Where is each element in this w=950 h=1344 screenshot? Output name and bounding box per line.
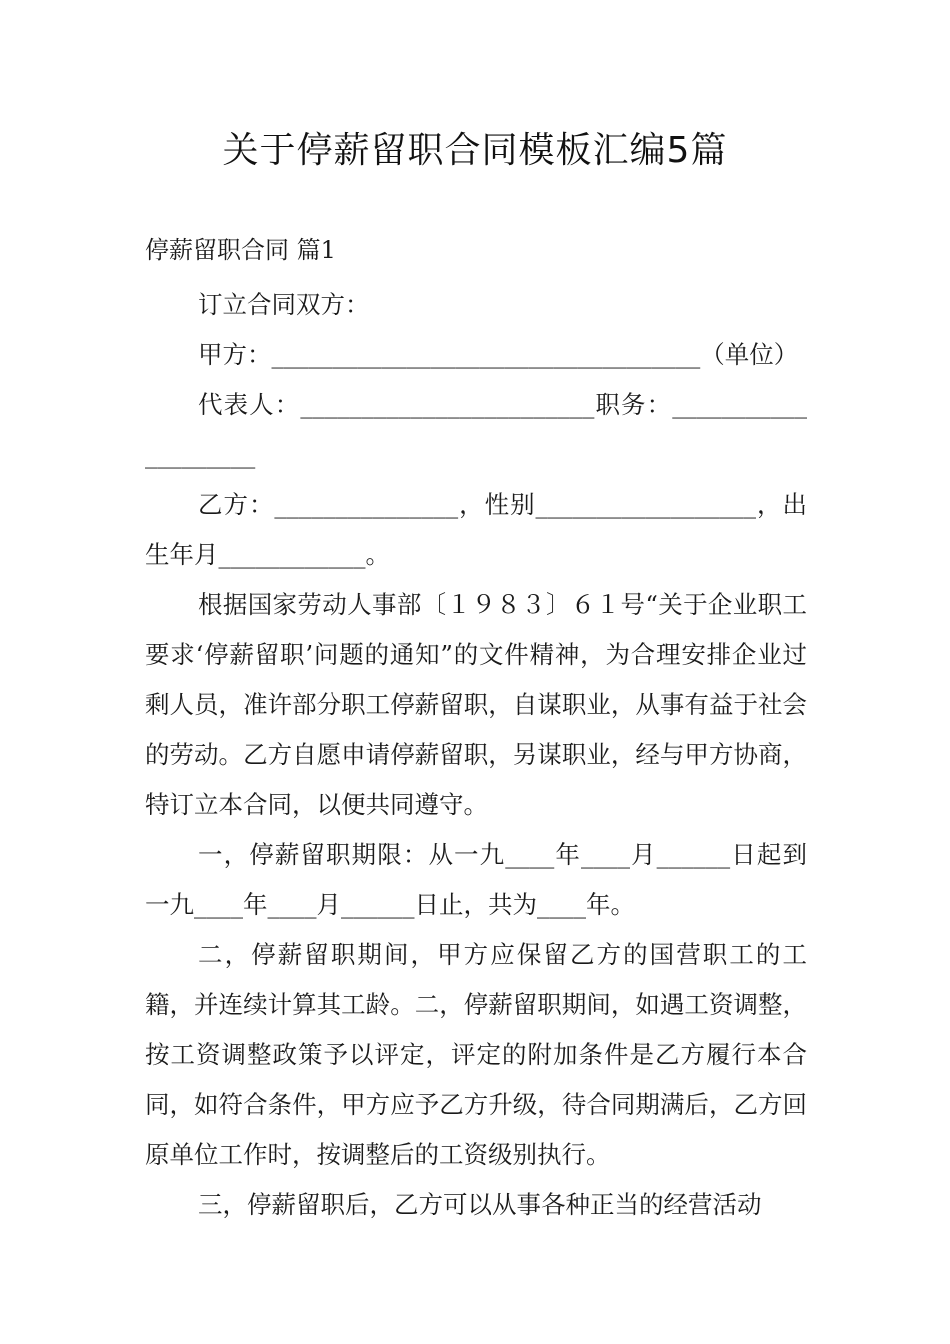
paragraph-parties-intro: 订立合同双方：	[198, 290, 370, 319]
paragraph-clause-2: 二，停薪留职期间，甲方应保留乙方的国营职工的工籍，并连续计算其工龄。二，停薪留职期间，如遇工资调整，按工资调整政策予以评定，评定的附加条件是乙方履行本合同，如符合条件，甲方应予乙方升级，待合同期满后，乙方回原单位工作时，按调整后的工资级别执行。	[145, 940, 807, 1169]
section-heading: 停薪留职合同 篇1	[145, 236, 336, 264]
document-body	[145, 280, 807, 1230]
paragraph-representative: 代表人：________________________职务：____________________	[145, 390, 807, 469]
paragraph-clause-1: 一，停薪留职期限：从一九____年____月______日起到一九____年____月______日止，共为____年。	[145, 840, 807, 919]
paragraph-basis: 根据国家劳动人事部〔１９８３〕６１号“关于企业职工要求‘停薪留职’问题的通知”的文件精神，为合理安排企业过剩人员，准许部分职工停薪留职，自谋职业，从事有益于社会的劳动。乙方自愿申请停薪留职，另谋职业，经与甲方协商，特订立本合同，以便共同遵守。	[145, 590, 807, 819]
paragraph-party-b: 乙方：_______________，性别__________________，出生年月____________。	[145, 490, 807, 569]
paragraph-clause-3: 三，停薪留职后，乙方可以从事各种正当的经营活动	[198, 1190, 762, 1219]
document-title: 关于停薪留职合同模板汇编5篇	[222, 130, 728, 171]
paragraph-party-a: 甲方：___________________________________（单位）	[198, 340, 799, 369]
